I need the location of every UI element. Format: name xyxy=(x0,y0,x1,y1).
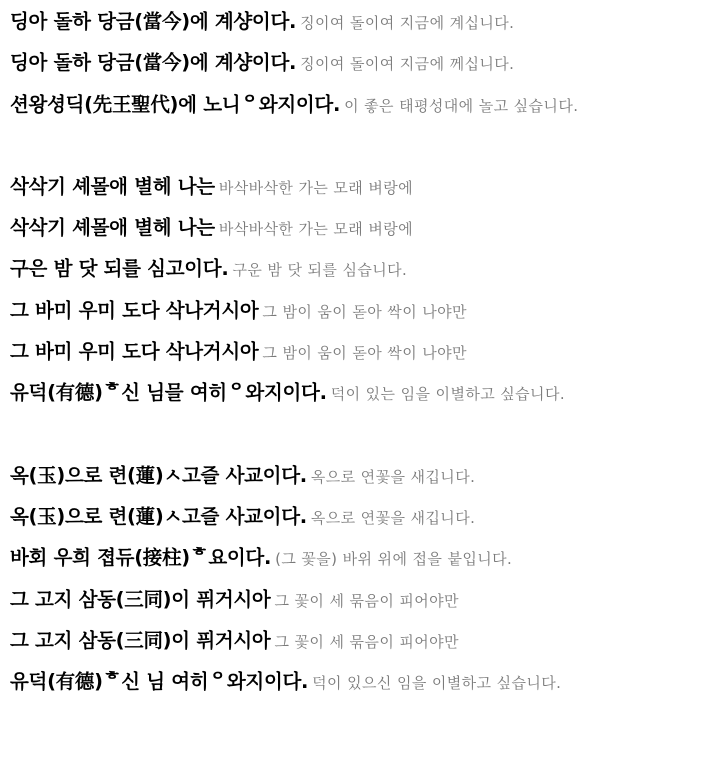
translation-text: 옥으로 연꽃을 새깁니다. xyxy=(310,467,476,486)
translation-text: (그 꽃을) 바위 위에 접을 붙입니다. xyxy=(275,550,513,569)
verse-line xyxy=(10,548,710,589)
translation-text: 구운 밤 닷 되를 심습니다. xyxy=(232,261,408,280)
verse-line xyxy=(10,53,710,94)
translation-text: 징이여 돌이여 지금에 계십니다. xyxy=(300,14,515,32)
original-text: 삭삭기 셰몰애 별헤 나는 xyxy=(10,216,215,240)
verse-line xyxy=(10,672,710,713)
translation-text: 그 밤이 움이 돋아 싹이 나야만 xyxy=(262,302,467,321)
original-text: 그 바미 우미 도다 삭나거시아 xyxy=(10,298,259,322)
verse-line xyxy=(10,259,710,300)
verse-line xyxy=(10,174,710,218)
original-text: 옥(玉)으로 련(蓮)ㅅ고즐 사교이다. xyxy=(10,463,307,487)
translation-text: 그 꽃이 세 묶음이 피어야만 xyxy=(274,632,459,651)
original-text: 딩아 돌하 당금(當今)에 계샹이다. xyxy=(10,10,297,33)
original-text: 구은 밤 닷 되를 심고이다. xyxy=(10,257,229,281)
original-text: 유덕(有德)ᄒ신 님 여히ᄋ와지이다. xyxy=(10,670,309,694)
translation-text: 이 좋은 태평성대에 놀고 싶습니다. xyxy=(344,96,579,115)
translation-text: 바삭바삭한 가는 모래 벼랑에 xyxy=(218,178,414,197)
stanza-2 xyxy=(10,174,710,425)
verse-line xyxy=(10,463,710,507)
verse-line xyxy=(10,218,710,259)
verse-line xyxy=(10,12,710,53)
translation-text: 덕이 있는 임을 이별하고 싶습니다. xyxy=(330,385,566,404)
stanza-1 xyxy=(10,12,710,136)
original-text: 그 고지 삼동(三同)이 퓌거시아 xyxy=(10,628,271,652)
verse-line xyxy=(10,383,710,424)
translation-text: 덕이 있으신 임을 이별하고 싶습니다. xyxy=(312,674,562,693)
original-text: 유덕(有德)ᄒ신 님믈 여히ᄋ와지이다. xyxy=(10,381,327,405)
original-text: 바회 우희 졉듀(接柱)ᄒ요이다. xyxy=(10,546,272,570)
translation-text: 징이여 돌이여 지금에 께십니다. xyxy=(300,55,515,74)
verse-line xyxy=(10,92,710,136)
original-text: 그 고지 삼동(三同)이 퓌거시아 xyxy=(10,587,271,611)
verse-line xyxy=(10,628,710,672)
stanza-3 xyxy=(10,463,710,714)
original-text: 삭삭기 셰몰애 별헤 나는 xyxy=(10,174,215,198)
verse-line xyxy=(10,504,710,548)
translation-text: 그 밤이 움이 돋아 싹이 나야만 xyxy=(262,344,467,363)
translation-text: 바삭바삭한 가는 모래 벼랑에 xyxy=(218,220,414,239)
verse-line xyxy=(10,587,710,631)
original-text: 션왕셩딕(先王聖代)에 노니ᄋ와지이다. xyxy=(10,92,341,116)
translation-text: 그 꽃이 세 묶음이 피어야만 xyxy=(274,591,459,610)
original-text: 그 바미 우미 도다 삭나거시아 xyxy=(10,340,259,364)
original-text: 딩아 돌하 당금(當今)에 계샹이다. xyxy=(10,51,297,75)
verse-line xyxy=(10,298,710,342)
translation-text: 옥으로 연꽃을 새깁니다. xyxy=(310,508,476,527)
original-text: 옥(玉)으로 련(蓮)ㅅ고즐 사교이다. xyxy=(10,504,307,528)
verse-line xyxy=(10,342,710,383)
poem-document xyxy=(10,12,710,713)
